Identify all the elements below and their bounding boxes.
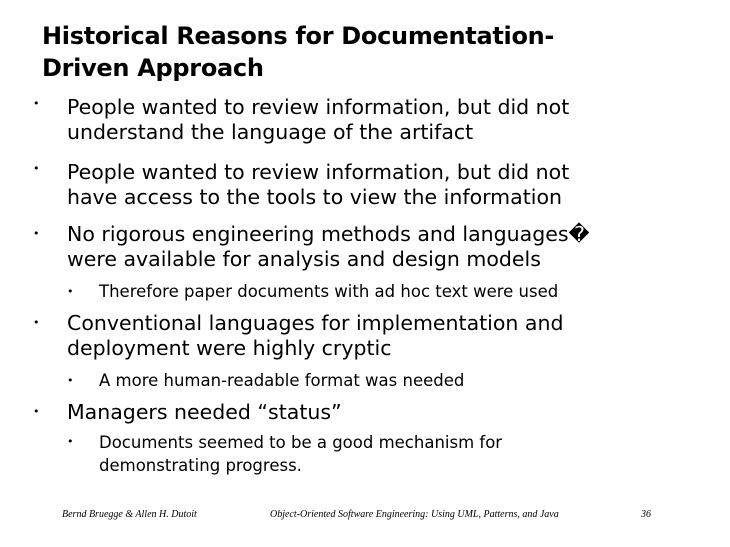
sub-bullet-text-line: Therefore paper documents with ad hoc text were used [99, 282, 559, 301]
bullet-point: • [33, 316, 40, 329]
bullet-point: • [33, 405, 40, 418]
bullet-text-line: Conventional languages for implementation and [67, 311, 564, 335]
sub-bullet-point: • [67, 285, 74, 298]
bullet-text [67, 222, 590, 272]
bullet-text [67, 160, 569, 210]
sub-bullet-text [99, 369, 464, 392]
bullet-text-line: People wanted to review information, but did not [67, 95, 570, 119]
bullet-point: • [33, 162, 40, 175]
sub-bullet-text [99, 431, 502, 477]
bullet-text-line: deployment were highly cryptic [67, 336, 392, 360]
bullet-text-line: understand the language of the artifact [67, 120, 474, 144]
bullet-text [67, 95, 569, 145]
footer-page-number: 36 [641, 509, 651, 520]
bullet-text-line: were available for analysis and design models [67, 247, 541, 271]
bullet-text [67, 400, 342, 425]
slide-title [42, 20, 682, 84]
bullet-point: • [33, 97, 40, 110]
sub-bullet-text [99, 280, 558, 303]
footer-book-title: Object-Oriented Software Engineering: Using UML, Patterns, and Java [270, 509, 559, 520]
bullet-text [67, 311, 563, 361]
sub-bullet-point: • [67, 435, 74, 448]
bullet-point: • [33, 227, 40, 240]
bullet-text-line: have access to the tools to view the information [67, 185, 562, 209]
sub-bullet-point: • [67, 374, 74, 387]
slide-title-line-1: Historical Reasons for Documentation- [42, 22, 555, 50]
sub-bullet-text-line: Documents seemed to be a good mechanism for [99, 433, 503, 452]
bullet-text-line: People wanted to review information, but did not [67, 160, 570, 184]
footer-authors: Bernd Bruegge & Allen H. Dutoit [62, 509, 197, 520]
bullet-text-line: Managers needed “status” [67, 400, 342, 424]
slide-title-line-2: Driven Approach [42, 54, 264, 82]
sub-bullet-text-line: A more human-readable format was needed [99, 371, 465, 390]
bullet-text-line: No rigorous engineering methods and languages� [67, 222, 590, 246]
sub-bullet-text-line: demonstrating progress. [99, 456, 302, 475]
